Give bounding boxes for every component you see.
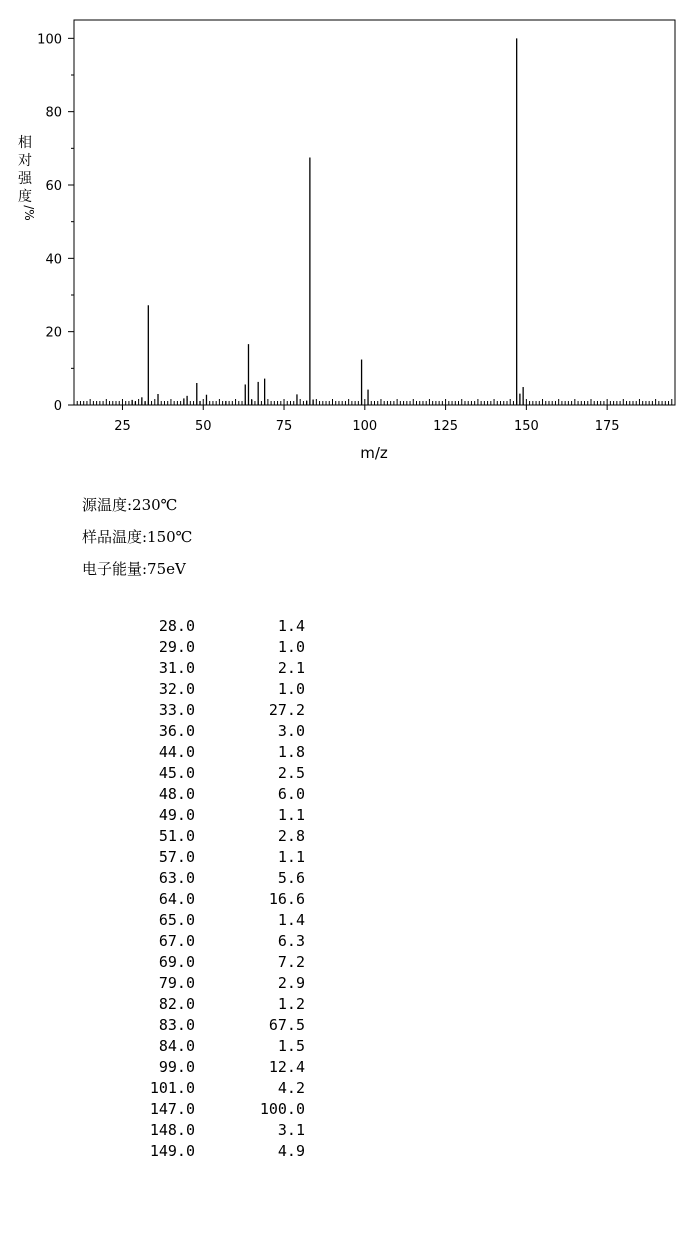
peak-row bbox=[0, 785, 400, 806]
peak-mz: 45.0 bbox=[158, 764, 195, 782]
peak-row bbox=[0, 617, 400, 638]
peak-mz: 44.0 bbox=[158, 743, 195, 761]
peak-intensity: 2.9 bbox=[277, 974, 305, 992]
peak-intensity: 2.1 bbox=[277, 659, 305, 677]
peak-intensity: 4.2 bbox=[277, 1079, 305, 1097]
peak-row bbox=[0, 806, 400, 827]
peak-row bbox=[0, 1142, 400, 1163]
peak-row bbox=[0, 1100, 400, 1121]
peak-row bbox=[0, 911, 400, 932]
peak-mz: 83.0 bbox=[158, 1016, 195, 1034]
peak-row bbox=[0, 701, 400, 722]
peak-mz: 49.0 bbox=[158, 806, 195, 824]
peak-intensity: 3.0 bbox=[277, 722, 305, 740]
peak-row bbox=[0, 974, 400, 995]
peak-intensity: 6.0 bbox=[277, 785, 305, 803]
electron-energy: 电子能量:75eV bbox=[82, 560, 186, 578]
peak-mz: 82.0 bbox=[158, 995, 195, 1013]
peak-row bbox=[0, 953, 400, 974]
peak-intensity: 1.2 bbox=[277, 995, 305, 1013]
x-minor-ticks bbox=[77, 399, 672, 405]
y-axis-label-char: 相 bbox=[18, 135, 32, 151]
y-tick-label: 60 bbox=[45, 179, 62, 194]
peak-intensity: 12.4 bbox=[268, 1058, 305, 1076]
peak-row bbox=[0, 722, 400, 743]
peak-row bbox=[0, 890, 400, 911]
y-tick-label: 40 bbox=[45, 252, 62, 268]
x-tick-label: 100 bbox=[352, 419, 378, 434]
x-tick-label: 125 bbox=[433, 419, 459, 434]
peak-row bbox=[0, 1037, 400, 1058]
peak-mz: 51.0 bbox=[158, 827, 195, 845]
spectrum-bars bbox=[132, 38, 523, 405]
peak-row bbox=[0, 869, 400, 890]
x-tick-label: 75 bbox=[275, 419, 293, 434]
peak-row bbox=[0, 932, 400, 953]
peak-mz: 36.0 bbox=[158, 722, 195, 740]
peak-row bbox=[0, 995, 400, 1016]
peak-intensity: 6.3 bbox=[277, 932, 305, 950]
peak-mz: 147.0 bbox=[149, 1100, 195, 1118]
peak-row bbox=[0, 848, 400, 869]
peak-mz: 101.0 bbox=[149, 1079, 195, 1097]
source-temperature: 源温度:230℃ bbox=[82, 496, 178, 514]
peak-mz: 67.0 bbox=[158, 932, 195, 950]
x-tick-label: 25 bbox=[114, 419, 131, 434]
peak-intensity: 3.1 bbox=[277, 1121, 305, 1139]
peak-row bbox=[0, 827, 400, 848]
peak-intensity: 2.8 bbox=[277, 827, 305, 845]
peak-intensity: 100.0 bbox=[259, 1100, 305, 1118]
y-axis-label-unit: /% bbox=[22, 205, 36, 221]
x-tick-label: 50 bbox=[194, 419, 212, 434]
x-tick-label: 175 bbox=[594, 419, 620, 434]
mass-spectrum-chart bbox=[0, 0, 687, 480]
x-axis-ticks bbox=[114, 405, 619, 434]
peak-mz: 149.0 bbox=[149, 1142, 195, 1160]
peak-row bbox=[0, 743, 400, 764]
peak-mz: 31.0 bbox=[158, 659, 195, 677]
y-axis-label bbox=[18, 134, 36, 221]
peak-mz: 148.0 bbox=[149, 1121, 195, 1139]
peak-mz: 79.0 bbox=[158, 974, 195, 992]
peak-row bbox=[0, 680, 400, 701]
x-tick-label: 150 bbox=[513, 419, 539, 434]
peak-row bbox=[0, 1058, 400, 1079]
peak-intensity: 67.5 bbox=[268, 1016, 305, 1034]
y-axis-label-char: 对 bbox=[18, 153, 32, 169]
peak-table bbox=[0, 617, 400, 1163]
y-axis-label-char: 度 bbox=[18, 189, 32, 205]
peak-row bbox=[0, 638, 400, 659]
peak-mz: 33.0 bbox=[158, 701, 195, 719]
y-tick-label: 0 bbox=[53, 399, 62, 414]
peak-mz: 84.0 bbox=[158, 1037, 195, 1055]
peak-row bbox=[0, 764, 400, 785]
peak-mz: 69.0 bbox=[158, 953, 195, 971]
peak-intensity: 16.6 bbox=[268, 890, 305, 908]
peak-row bbox=[0, 1079, 400, 1100]
peak-row bbox=[0, 1121, 400, 1142]
peak-intensity: 1.5 bbox=[277, 1037, 305, 1055]
y-tick-label: 80 bbox=[45, 105, 62, 121]
peak-intensity: 1.0 bbox=[277, 680, 305, 698]
peak-intensity: 1.1 bbox=[277, 806, 305, 824]
peak-row bbox=[0, 659, 400, 680]
peak-intensity: 1.4 bbox=[277, 911, 305, 929]
peak-intensity: 1.1 bbox=[277, 848, 305, 866]
x-axis-label: m/z bbox=[360, 444, 388, 462]
peak-mz: 64.0 bbox=[158, 890, 195, 908]
peak-row bbox=[0, 1016, 400, 1037]
y-tick-label: 20 bbox=[45, 325, 62, 341]
peak-mz: 32.0 bbox=[158, 680, 195, 698]
peak-mz: 65.0 bbox=[158, 911, 195, 929]
peak-mz: 29.0 bbox=[158, 638, 195, 656]
plot-frame bbox=[74, 20, 675, 405]
y-tick-label: 100 bbox=[37, 32, 62, 48]
y-axis-ticks bbox=[37, 32, 74, 414]
peak-mz: 48.0 bbox=[158, 785, 195, 803]
peak-intensity: 27.2 bbox=[268, 701, 305, 719]
sample-temperature: 样品温度:150℃ bbox=[82, 528, 193, 546]
peak-intensity: 5.6 bbox=[277, 869, 305, 887]
peak-intensity: 7.2 bbox=[277, 953, 305, 971]
peak-intensity: 1.0 bbox=[277, 638, 305, 656]
peak-mz: 99.0 bbox=[158, 1058, 195, 1076]
peak-mz: 57.0 bbox=[158, 848, 195, 866]
peak-intensity: 4.9 bbox=[277, 1142, 305, 1160]
y-axis-label-char: 强 bbox=[18, 171, 32, 187]
peak-intensity: 1.4 bbox=[277, 617, 305, 635]
peak-mz: 63.0 bbox=[158, 869, 195, 887]
peak-intensity: 1.8 bbox=[277, 743, 305, 761]
peak-intensity: 2.5 bbox=[277, 764, 305, 782]
peak-mz: 28.0 bbox=[158, 617, 195, 635]
